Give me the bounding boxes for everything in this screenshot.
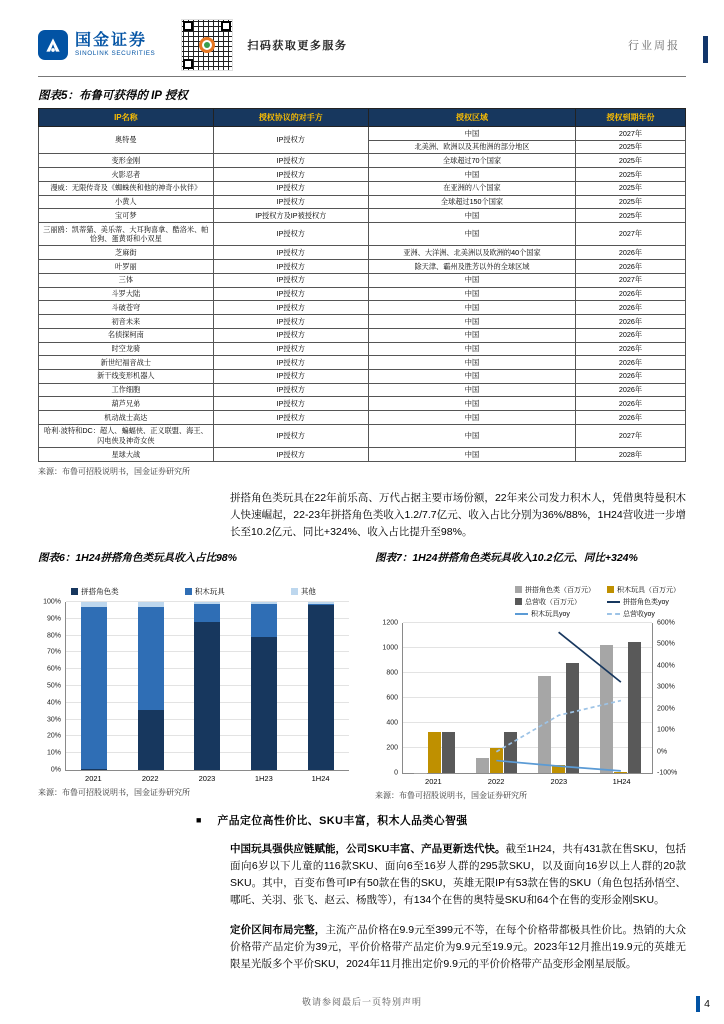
ip-name-cell: 宝可梦 [39, 209, 214, 223]
legend-item [607, 609, 680, 619]
table-row [39, 168, 686, 182]
brand-name-en: SINOLINK SECURITIES [75, 49, 156, 57]
axis-label: 100% [43, 598, 61, 606]
ip-name-cell: 小黄人 [39, 195, 214, 209]
chart-legend [375, 585, 680, 619]
figure5-source: 来源：布鲁可招股说明书，国金证券研究所 [38, 466, 190, 476]
region-cell: 中国 [368, 223, 575, 246]
report-type-label: 行业周报 [628, 40, 680, 52]
expiry-cell: 2026年 [575, 411, 685, 425]
legend-item [291, 586, 316, 597]
bar-slot [123, 602, 180, 770]
legend-label: 总营收（百万元） [525, 598, 581, 606]
expiry-cell: 2026年 [575, 246, 685, 260]
expiry-cell: 2026年 [575, 397, 685, 411]
axis-label: 800 [386, 669, 398, 677]
ip-name-cell: 新世纪福音战士 [39, 356, 214, 370]
table-row [39, 369, 686, 383]
party-cell: IP授权方 [213, 287, 368, 301]
bar-slot [66, 602, 123, 770]
party-cell: IP授权方 [213, 315, 368, 329]
table-header-row [39, 109, 686, 127]
figure6-chart [38, 586, 349, 783]
table-row [39, 246, 686, 260]
axis-label: 200% [657, 705, 675, 713]
expiry-cell: 2025年 [575, 154, 685, 168]
table-row [39, 223, 686, 246]
region-cell: 在亚洲的八个国家 [368, 181, 575, 195]
expiry-cell: 2026年 [575, 260, 685, 274]
axis-label: 600 [386, 694, 398, 702]
table-row [39, 397, 686, 411]
region-cell: 中国 [368, 397, 575, 411]
party-cell: IP授权方 [213, 301, 368, 315]
right-axis-labels [653, 619, 686, 777]
expiry-cell: 2026年 [575, 328, 685, 342]
expiry-cell: 2026年 [575, 287, 685, 301]
legend-label: 其他 [300, 586, 316, 596]
header-divider [38, 76, 686, 77]
bar-slot [292, 602, 349, 770]
table-row [39, 195, 686, 209]
axis-label: 2022 [141, 773, 159, 783]
sinolink-logo-icon [38, 30, 68, 60]
body-paragraph-1: 拼搭角色类玩具在22年前乐高、万代占据主要市场份额，22年来公司发力积木人，凭借奥特曼积木人快速崛起，22-23年拼搭角色类收入1.2/7.7亿元、收入占比分别为36%/88%，1H24营收进一步增长至10.2亿元、同比+324%、收入占比提升至98%。 [230, 491, 686, 538]
figure6-title: 图表6：1H24拼搭角色类玩具收入占比98% [38, 551, 237, 564]
ip-name-cell: 三丽鸥：凯蒂猫、美乐蒂、大耳狗喜拿、酷洛米、帕恰狗、蛋黄哥和小双星 [39, 223, 214, 246]
table-row [39, 383, 686, 397]
ip-name-cell: 斗破苍穹 [39, 301, 214, 315]
party-cell: IP授权方 [213, 195, 368, 209]
party-cell: IP授权方 [213, 223, 368, 246]
expiry-cell: 2027年 [575, 273, 685, 287]
legend-line-swatch [515, 613, 528, 615]
region-cell: 中国 [368, 328, 575, 342]
axis-label: 600% [657, 619, 675, 627]
expiry-cell: 2026年 [575, 315, 685, 329]
axis-label: 1200 [382, 619, 398, 627]
stacked-bar [308, 602, 334, 770]
legend-swatch [291, 588, 298, 595]
legend-label: 拼搭角色类 [81, 586, 119, 596]
qr-caption: 扫码获取更多服务 [247, 40, 348, 52]
bar-segment [308, 605, 334, 770]
page-header [38, 16, 686, 74]
figure7-block [375, 551, 686, 801]
party-cell: IP授权方 [213, 328, 368, 342]
axis-label: -100% [657, 769, 678, 777]
ip-name-cell: 变形金刚 [39, 154, 214, 168]
party-cell: IP授权方 [213, 246, 368, 260]
axis-label: 2023 [198, 773, 216, 783]
table-row [39, 181, 686, 195]
axis-label: 2023 [550, 776, 568, 786]
bar-slot [179, 602, 236, 770]
expiry-cell: 2026年 [575, 342, 685, 356]
column-header: 授权区域 [368, 109, 575, 127]
legend-label: 拼搭角色类yoy [623, 598, 669, 606]
paragraph-2-lead: 中国玩具强供应链赋能，公司SKU丰富、产品更新迭代快。 [230, 843, 506, 856]
bar-segment [194, 622, 220, 770]
ip-name-cell: 机动战士高达 [39, 411, 214, 425]
bar-segment [81, 607, 107, 769]
bullet-square-icon: ■ [196, 814, 202, 825]
table-row [39, 273, 686, 287]
axis-label: 90% [46, 615, 61, 623]
figure7-title: 图表7：1H24拼搭角色类玩具收入10.2亿元、同比+324% [375, 551, 638, 564]
region-cell: 中国 [368, 383, 575, 397]
legend-label: 积木玩具 [194, 586, 225, 596]
table-row [39, 342, 686, 356]
region-cell: 除天津、霸州及胜芳以外的全球区域 [368, 260, 575, 274]
legend-swatch [607, 586, 614, 593]
party-cell: IP授权方 [213, 154, 368, 168]
axis-label: 400% [657, 662, 675, 670]
ip-name-cell: 名侦探柯南 [39, 328, 214, 342]
axis-label: 1H23 [254, 773, 273, 783]
bar-segment [138, 710, 164, 770]
expiry-cell: 2025年 [575, 168, 685, 182]
brand-name-cn: 国金证券 [75, 32, 148, 50]
expiry-cell: 2025年 [575, 209, 685, 223]
party-cell: IP授权方 [213, 397, 368, 411]
axis-label: 20% [46, 732, 61, 740]
bar-segment [81, 769, 107, 770]
party-cell: IP授权方及IP被授权方 [213, 209, 368, 223]
party-cell: IP授权方 [213, 356, 368, 370]
paragraph-2-rest: 截至1H24，共有431款在售SKU，包括面向6岁以下儿童的116款SKU、面向6至16岁人群的295款SKU，以及面向16岁以上人群的20款SKU。其中，百变布鲁可IP有50款在售的SKU，英雄无限IP有53款在售的SKU（角色包括孙悟空、哪吒、关羽、张飞、赵云、杨戬等），有134个在售的奥特曼SKU和64个在售的变形金刚SKU。 [230, 843, 686, 907]
legend-item [607, 585, 680, 595]
party-cell: IP授权方 [213, 181, 368, 195]
legend-item [515, 609, 595, 619]
axis-label: 2022 [487, 776, 505, 786]
legend-label: 拼搭角色类（百万元） [525, 586, 595, 594]
figure5-title: 图表5：布鲁可获得的 IP 授权 [38, 90, 188, 102]
bar-segment [251, 604, 277, 638]
region-cell: 中国 [368, 168, 575, 182]
line-series [496, 761, 621, 771]
ip-name-cell: 星球大战 [39, 448, 214, 462]
line-series [559, 632, 621, 682]
ip-name-cell: 时空龙骑 [39, 342, 214, 356]
legend-swatch [515, 598, 522, 605]
expiry-cell: 2028年 [575, 448, 685, 462]
ip-name-cell: 三体 [39, 273, 214, 287]
expiry-cell: 2025年 [575, 181, 685, 195]
bar-segment [138, 607, 164, 709]
legend-line-swatch [607, 601, 620, 603]
column-header: IP名称 [39, 109, 214, 127]
y-axis-labels [38, 598, 65, 774]
axis-label: 70% [46, 648, 61, 656]
region-cell: 中国 [368, 301, 575, 315]
party-cell: IP授权方 [213, 424, 368, 447]
expiry-cell: 2025年 [575, 140, 685, 154]
x-axis-labels [402, 777, 653, 786]
table-row [39, 315, 686, 329]
axis-label: 80% [46, 632, 61, 640]
table-row [39, 209, 686, 223]
axis-label: 2021 [425, 776, 442, 786]
table-row [39, 154, 686, 168]
region-cell: 中国 [368, 369, 575, 383]
ip-license-table [38, 108, 686, 462]
left-axis-labels [375, 619, 402, 777]
legend-item [515, 585, 595, 595]
axis-label: 1H24 [612, 776, 631, 786]
axis-label: 1000 [382, 644, 398, 652]
section-bullet [196, 813, 686, 828]
bar-segment [194, 604, 220, 622]
line-overlay [403, 623, 652, 773]
ip-name-cell: 工作细胞 [39, 383, 214, 397]
region-cell: 中国 [368, 127, 575, 141]
figure7-source: 来源：布鲁可招股说明书，国金证券研究所 [375, 790, 527, 800]
paragraph-3-lead: 定价区间布局完整， [230, 924, 326, 937]
expiry-cell: 2026年 [575, 301, 685, 315]
table-row [39, 127, 686, 141]
party-cell: IP授权方 [213, 168, 368, 182]
expiry-cell: 2026年 [575, 369, 685, 383]
qr-center-logo-icon [199, 37, 215, 53]
plot-area [402, 623, 653, 774]
legend-item [515, 597, 595, 607]
stacked-bar [138, 602, 164, 770]
stacked-bar [81, 602, 107, 770]
legend-label: 总营收yoy [623, 610, 655, 618]
legend-label: 积木玩具（百万元） [617, 586, 680, 594]
region-cell: 中国 [368, 209, 575, 223]
region-cell: 中国 [368, 411, 575, 425]
region-cell: 中国 [368, 424, 575, 447]
legend-line-swatch [607, 613, 620, 615]
brand-logo [38, 30, 155, 60]
axis-label: 0% [50, 766, 61, 774]
ip-name-cell: 哈利·波特和DC：超人、蝙蝠侠、正义联盟、海王、闪电侠及神奇女侠 [39, 424, 214, 447]
bar-segment [251, 637, 277, 770]
expiry-cell: 2027年 [575, 127, 685, 141]
stacked-bar [194, 602, 220, 770]
region-cell: 全球超过70个国家 [368, 154, 575, 168]
region-cell: 中国 [368, 342, 575, 356]
body-paragraph-2 [230, 841, 686, 909]
axis-label: 400 [386, 719, 398, 727]
party-cell: IP授权方 [213, 369, 368, 383]
axis-label: 50% [46, 682, 61, 690]
x-axis-labels [65, 774, 349, 783]
legend-swatch [71, 588, 78, 595]
axis-label: 60% [46, 665, 61, 673]
expiry-cell: 2026年 [575, 383, 685, 397]
page-number-box [696, 996, 710, 1012]
region-cell: 亚洲、大洋洲、北美洲以及欧洲的40个国家 [368, 246, 575, 260]
table-row [39, 260, 686, 274]
ip-name-cell: 斗罗大陆 [39, 287, 214, 301]
legend-item [71, 586, 119, 597]
table-row [39, 356, 686, 370]
party-cell: IP授权方 [213, 383, 368, 397]
region-cell: 中国 [368, 287, 575, 301]
ip-name-cell: 火影忍者 [39, 168, 214, 182]
section-heading: 产品定位高性价比、SKU丰富，积木人品类心智强 [217, 814, 468, 827]
ip-name-cell: 初音未来 [39, 315, 214, 329]
table-row [39, 301, 686, 315]
axis-label: 500% [657, 640, 675, 648]
party-cell: IP授权方 [213, 260, 368, 274]
table-header [39, 109, 686, 127]
axis-label: 10% [46, 749, 61, 757]
table-row [39, 448, 686, 462]
figure7-chart [375, 585, 686, 786]
party-cell: IP授权方 [213, 127, 368, 154]
ip-name-cell: 芝麻街 [39, 246, 214, 260]
paragraph-3-rest: 主流产品价格在9.9元至399元不等，在每个价格带都极具性价比。热销的大众价格带产品定价为39元，平价价格带产品定价为9.9元至19.9元。2023年12月推出19.9元的英雄无限星光版多个平价SKU，2024年11月推出定价9.9元的平价价格带产品变形金刚星辰版。 [230, 924, 686, 971]
chart-legend [38, 586, 349, 597]
figure6-source: 来源：布鲁可招股说明书，国金证券研究所 [38, 787, 190, 797]
region-cell: 中国 [368, 448, 575, 462]
party-cell: IP授权方 [213, 342, 368, 356]
qr-code [181, 19, 233, 71]
column-header: 授权协议的对手方 [213, 109, 368, 127]
ip-name-cell: 葫芦兄弟 [39, 397, 214, 411]
legend-swatch [515, 586, 522, 593]
ip-name-cell: 新干线变形机器人 [39, 369, 214, 383]
stacked-bar [251, 602, 277, 770]
axis-label: 0% [657, 748, 668, 756]
region-cell: 北美洲、欧洲以及其他洲的部分地区 [368, 140, 575, 154]
page-number: 4 [704, 998, 710, 1010]
footer-disclaimer: 敬请参阅最后一页特别声明 [301, 997, 422, 1007]
region-cell: 中国 [368, 273, 575, 287]
table-row [39, 411, 686, 425]
axis-label: 200 [386, 744, 398, 752]
region-cell: 全球超过150个国家 [368, 195, 575, 209]
axis-label: 300% [657, 683, 675, 691]
ip-name-cell: 漫威：无限传奇及《蜘蛛侠和他的神奇小伙伴》 [39, 181, 214, 195]
legend-item [607, 597, 680, 607]
ip-name-cell: 奥特曼 [39, 127, 214, 154]
axis-label: 0 [394, 769, 398, 777]
table-row [39, 328, 686, 342]
party-cell: IP授权方 [213, 448, 368, 462]
region-cell: 中国 [368, 315, 575, 329]
legend-label: 积木玩具yoy [531, 610, 570, 618]
line-series [496, 701, 621, 752]
charts-row [38, 551, 686, 801]
legend-swatch [185, 588, 192, 595]
figure6-block [38, 551, 349, 801]
bar-slot [236, 602, 293, 770]
table-row [39, 424, 686, 447]
header-accent-bar [703, 36, 708, 63]
legend-item [185, 586, 225, 597]
axis-label: 2021 [85, 773, 102, 783]
party-cell: IP授权方 [213, 273, 368, 287]
expiry-cell: 2025年 [575, 195, 685, 209]
region-cell: 中国 [368, 356, 575, 370]
page-number-accent [696, 996, 700, 1012]
party-cell: IP授权方 [213, 411, 368, 425]
axis-label: 1H24 [311, 773, 330, 783]
plot-area [65, 602, 349, 771]
expiry-cell: 2027年 [575, 223, 685, 246]
axis-label: 100% [657, 726, 675, 734]
table-row [39, 287, 686, 301]
expiry-cell: 2027年 [575, 424, 685, 447]
column-header: 授权到期年份 [575, 109, 685, 127]
axis-label: 40% [46, 699, 61, 707]
axis-label: 30% [46, 716, 61, 724]
expiry-cell: 2026年 [575, 356, 685, 370]
ip-name-cell: 叶罗丽 [39, 260, 214, 274]
body-paragraph-3 [230, 922, 686, 973]
